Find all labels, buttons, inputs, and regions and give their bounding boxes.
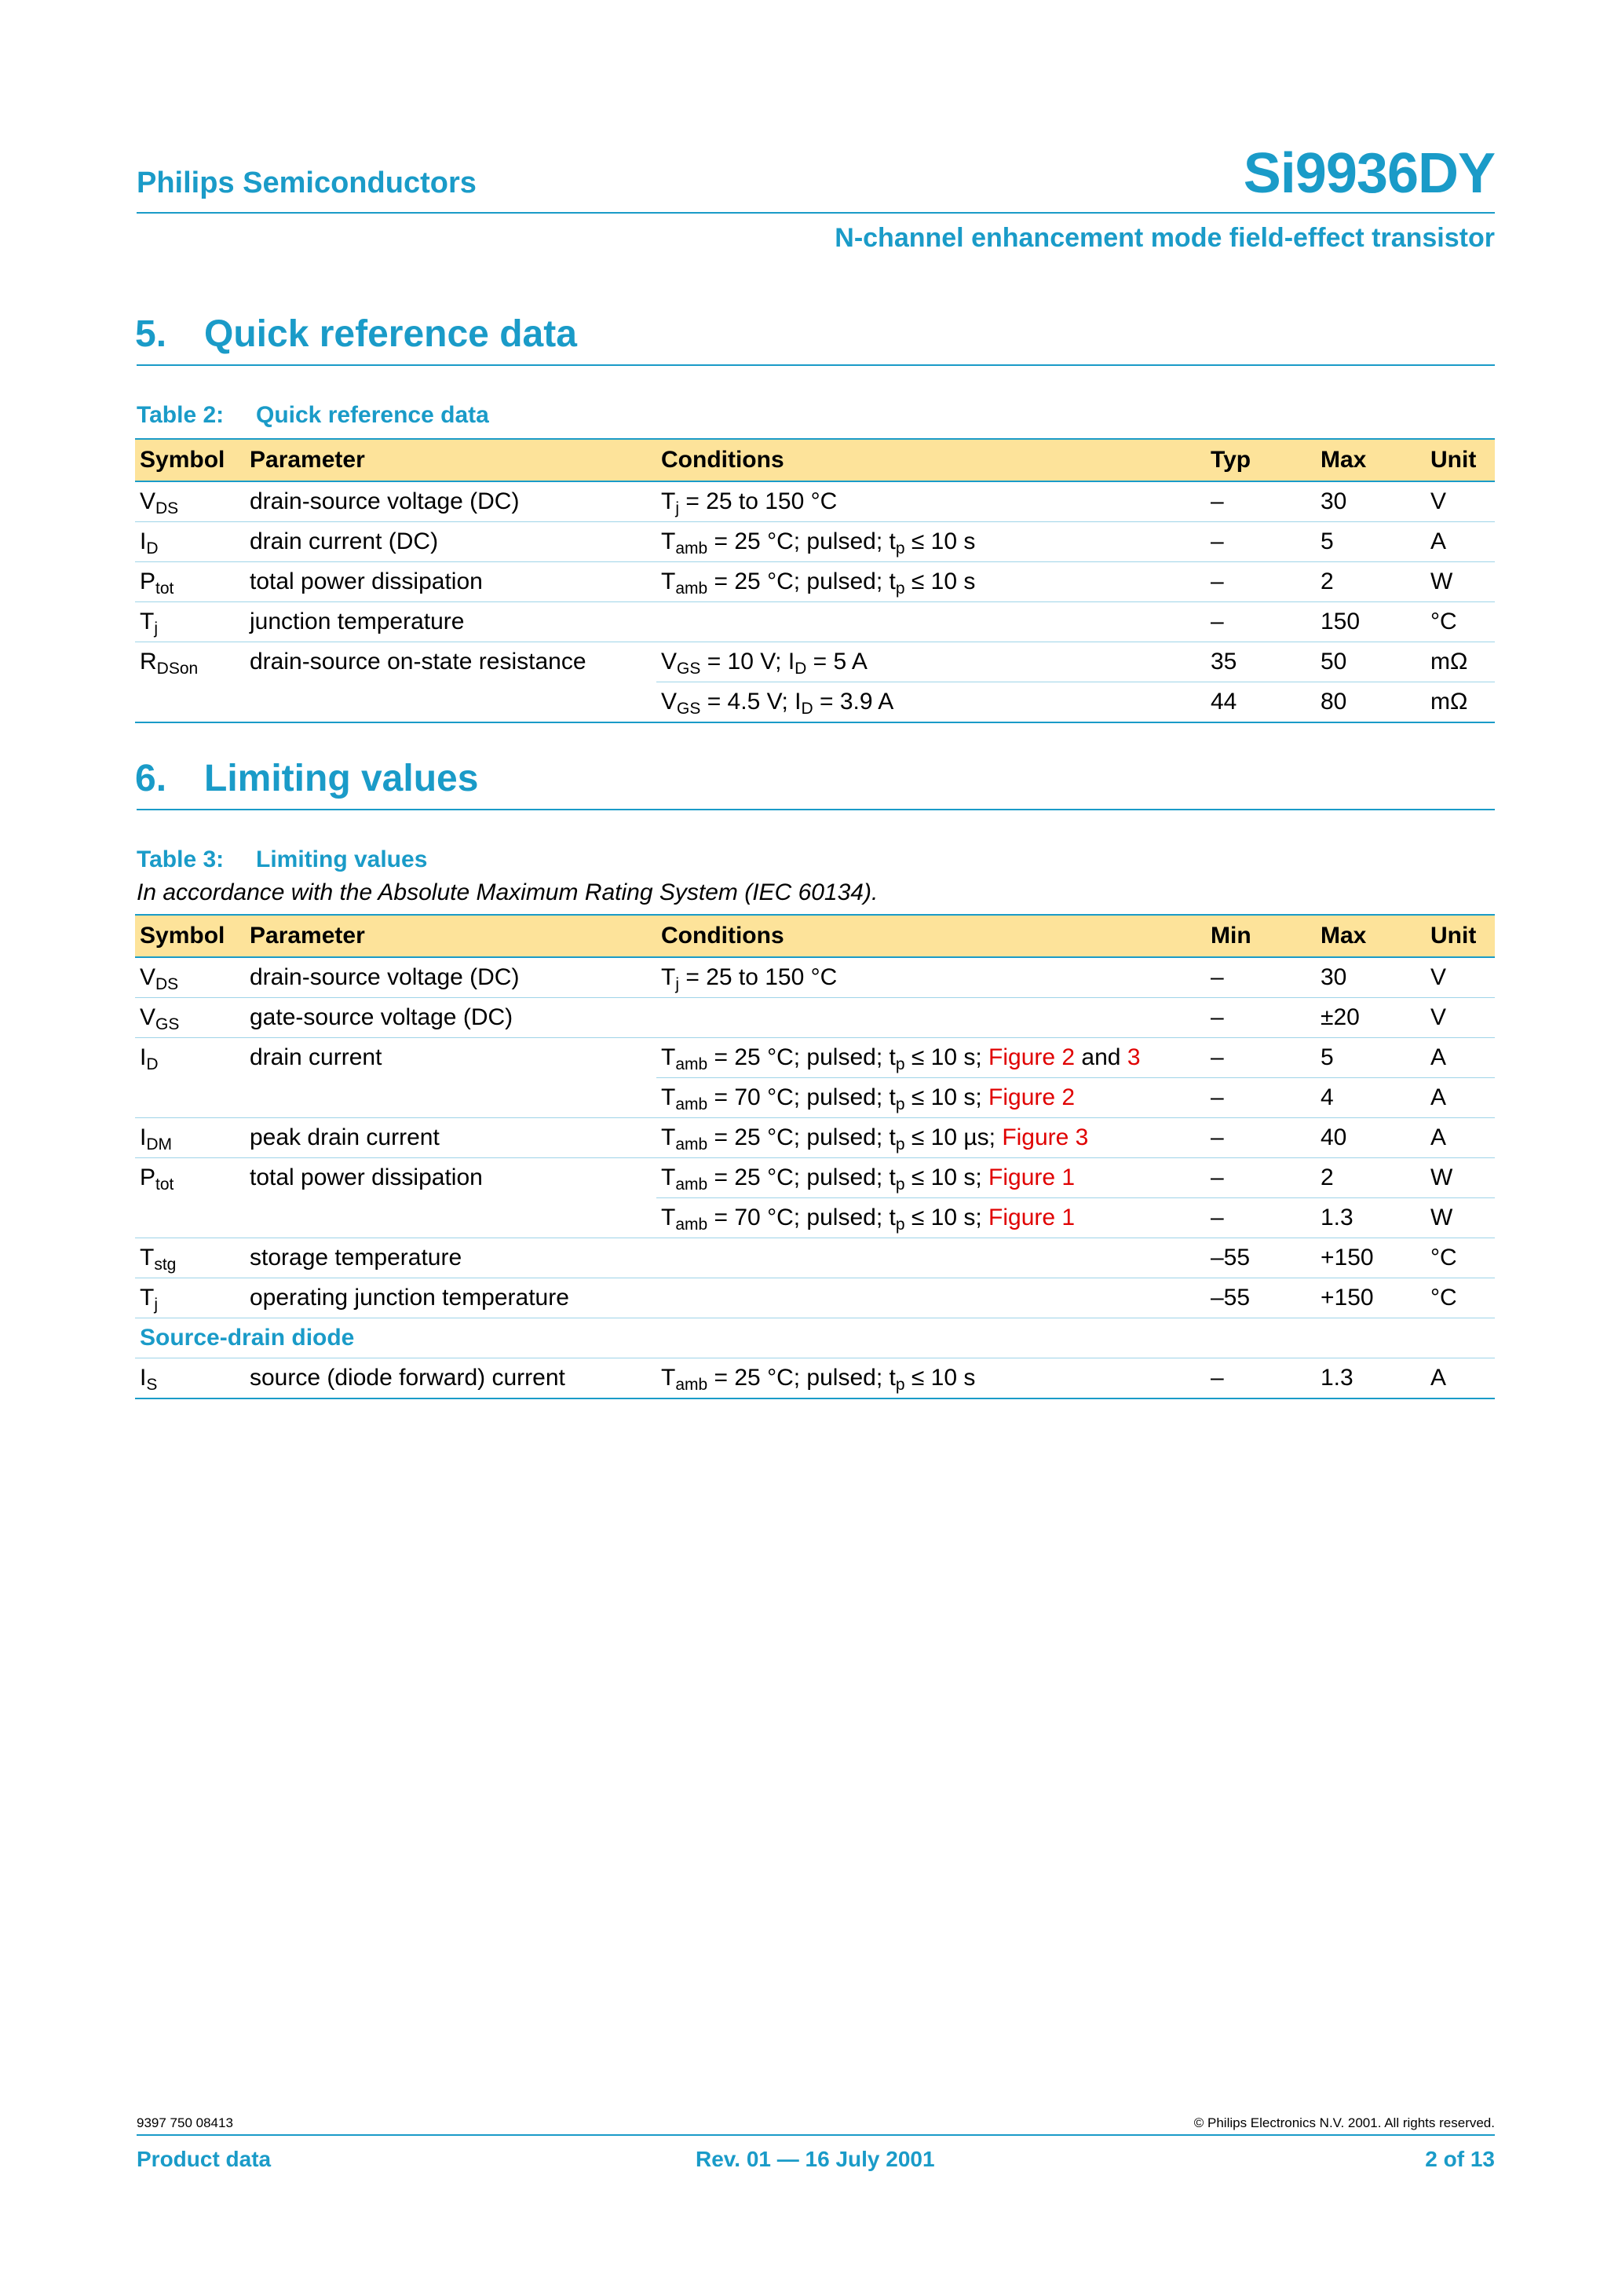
- parameter-cell: source (diode forward) current: [245, 1358, 656, 1399]
- table-row: [135, 562, 1495, 602]
- min-cell: –: [1206, 1358, 1316, 1399]
- parameter-cell: storage temperature: [245, 1238, 656, 1278]
- col-max: Max: [1316, 915, 1426, 957]
- table-header-row: [135, 439, 1495, 481]
- table-subheading-row: [135, 1318, 1495, 1358]
- company-name: Philips Semiconductors: [137, 166, 477, 199]
- document-status: Product data: [137, 2147, 272, 2171]
- figure-2-link[interactable]: Figure 2: [988, 1084, 1076, 1110]
- conditions-cell: $T_{amb} = 25$ °C; pulsed; $t_p \le 10$ s: [656, 562, 1206, 602]
- conditions-cell: $T_{amb} = 25$ °C; pulsed; $t_p \le 10$ s: [656, 1358, 1206, 1399]
- conditions-cell: $T_j = 25$ to 150 °C: [656, 957, 1206, 998]
- typ-cell: –: [1206, 562, 1316, 602]
- parameter-cell: gate-source voltage (DC): [245, 998, 656, 1038]
- min-cell: –: [1206, 1078, 1316, 1118]
- symbol-cell: $T_j$: [135, 602, 245, 642]
- table-row: [135, 602, 1495, 642]
- table-row: [135, 1358, 1495, 1399]
- parameter-cell: total power dissipation: [250, 1164, 483, 1191]
- table-row: [135, 481, 1495, 522]
- figure-1-link[interactable]: Figure 1: [988, 1205, 1076, 1230]
- figure-3-link[interactable]: Figure 3: [1002, 1124, 1089, 1150]
- footer-divider: [137, 2134, 1495, 2136]
- symbol-cell: $V_{DS}$: [135, 957, 245, 998]
- conditions-cell: $T_{amb} = 25$ °C; pulsed; $t_p \le 10$ µs; Figure 3: [656, 1118, 1206, 1158]
- max-cell: 1.3: [1316, 1198, 1426, 1238]
- max-cell: 1.3: [1316, 1358, 1426, 1399]
- table-row: [135, 1238, 1495, 1278]
- unit-cell: V: [1426, 957, 1495, 998]
- conditions-cell: $T_{amb} = 25$ °C; pulsed; $t_p \le 10$ s; Figure 1: [656, 1158, 1206, 1198]
- parameter-cell: [245, 682, 656, 723]
- figure-2-link[interactable]: Figure 2: [988, 1044, 1076, 1070]
- unit-cell: V: [1426, 998, 1495, 1038]
- table-label: Table 2:: [137, 402, 225, 428]
- typ-cell: –: [1206, 602, 1316, 642]
- symbol-cell: $R_{DSon}$: [140, 649, 199, 678]
- max-cell: 4: [1316, 1078, 1426, 1118]
- unit-cell: A: [1426, 1078, 1495, 1118]
- table-3-caption: [137, 846, 427, 873]
- max-cell: 2: [1316, 562, 1426, 602]
- col-min: Min: [1206, 915, 1316, 957]
- section-divider: [137, 364, 1495, 366]
- section-6-heading: [135, 757, 478, 800]
- max-cell: 5: [1316, 522, 1426, 562]
- section-5-heading: [135, 313, 577, 356]
- max-cell: 40: [1316, 1118, 1426, 1158]
- max-cell: 30: [1316, 481, 1426, 522]
- parameter-cell: drain-source voltage (DC): [245, 481, 656, 522]
- unit-cell: A: [1426, 522, 1495, 562]
- table-row: [135, 1158, 1495, 1198]
- symbol-cell: $I_D$: [140, 1044, 159, 1074]
- unit-cell: A: [1426, 1038, 1495, 1078]
- max-cell: 50: [1316, 642, 1426, 682]
- source-drain-diode-subheading: Source-drain diode: [135, 1318, 1495, 1358]
- section-number: 5.: [135, 313, 167, 355]
- symbol-cell: $I_S$: [135, 1358, 245, 1399]
- col-conditions: Conditions: [656, 915, 1206, 957]
- unit-cell: W: [1426, 562, 1495, 602]
- table-row: [135, 1198, 1495, 1238]
- conditions-cell: $T_{amb} = 25$ °C; pulsed; $t_p \le 10$ s: [656, 522, 1206, 562]
- max-cell: 2: [1316, 1158, 1426, 1198]
- table-title: Limiting values: [256, 846, 428, 872]
- parameter-cell: drain-source voltage (DC): [245, 957, 656, 998]
- parameter-cell: junction temperature: [245, 602, 656, 642]
- table-title: Quick reference data: [256, 402, 489, 428]
- conditions-cell: [656, 1278, 1206, 1318]
- conditions-cell: [656, 1238, 1206, 1278]
- section-title: Limiting values: [204, 758, 479, 799]
- parameter-cell: operating junction temperature: [245, 1278, 656, 1318]
- symbol-cell: [135, 682, 245, 723]
- unit-cell: W: [1426, 1198, 1495, 1238]
- typ-cell: –: [1206, 522, 1316, 562]
- symbol-cell: [135, 1078, 245, 1118]
- symbol-cell: $T_{stg}$: [135, 1238, 245, 1278]
- table-row: [135, 998, 1495, 1038]
- table-row: [135, 1118, 1495, 1158]
- parameter-cell: [245, 1198, 656, 1238]
- conditions-cell: [656, 998, 1206, 1038]
- col-unit: Unit: [1426, 439, 1495, 481]
- col-symbol: Symbol: [135, 915, 245, 957]
- conditions-cell: $V_{GS} = 4.5$ V; $I_D = 3.9$ A: [656, 682, 1206, 723]
- unit-cell: A: [1426, 1358, 1495, 1399]
- parameter-cell: peak drain current: [245, 1118, 656, 1158]
- unit-cell: mΩ: [1426, 682, 1495, 723]
- col-parameter: Parameter: [245, 439, 656, 481]
- max-cell: 5: [1316, 1038, 1426, 1078]
- unit-cell: °C: [1426, 1278, 1495, 1318]
- table-row: [135, 522, 1495, 562]
- figure-3-link[interactable]: 3: [1127, 1044, 1141, 1070]
- parameter-cell: [245, 1078, 656, 1118]
- max-cell: ±20: [1316, 998, 1426, 1038]
- section-number: 6.: [135, 758, 167, 799]
- table-row: [135, 682, 1495, 723]
- parameter-cell: drain current (DC): [245, 522, 656, 562]
- typ-cell: 35: [1206, 642, 1316, 682]
- parameter-cell: drain-source on-state resistance: [250, 649, 586, 675]
- min-cell: –: [1206, 1118, 1316, 1158]
- col-max: Max: [1316, 439, 1426, 481]
- unit-cell: °C: [1426, 602, 1495, 642]
- symbol-cell: $V_{GS}$: [135, 998, 245, 1038]
- col-unit: Unit: [1426, 915, 1495, 957]
- figure-1-link[interactable]: Figure 1: [988, 1164, 1076, 1190]
- table-row: [135, 1038, 1495, 1078]
- col-parameter: Parameter: [245, 915, 656, 957]
- min-cell: –: [1206, 1198, 1316, 1238]
- unit-cell: °C: [1426, 1238, 1495, 1278]
- unit-cell: W: [1426, 1158, 1495, 1198]
- parameter-cell: drain current: [250, 1044, 382, 1071]
- min-cell: –55: [1206, 1238, 1316, 1278]
- conditions-cell: $T_{amb} = 70$ °C; pulsed; $t_p \le 10$ s; Figure 1: [656, 1198, 1206, 1238]
- col-typ: Typ: [1206, 439, 1316, 481]
- conditions-cell: $T_{amb} = 25$ °C; pulsed; $t_p \le 10$ s; Figure 2 and 3: [656, 1038, 1206, 1078]
- min-cell: –: [1206, 1038, 1316, 1078]
- table-header-row: [135, 915, 1495, 957]
- symbol-cell: $T_j$: [135, 1278, 245, 1318]
- table-2-caption: [137, 402, 489, 429]
- limiting-values-table: [135, 914, 1495, 1399]
- part-number: Si9936DY: [1243, 142, 1495, 205]
- copyright-notice: © Philips Electronics N.V. 2001. All rights reserved.: [1193, 2115, 1495, 2130]
- quick-reference-table: [135, 438, 1495, 723]
- symbol-cell: $P_{tot}$: [140, 1164, 174, 1194]
- conditions-cell: $V_{GS} = 10$ V; $I_D = 5$ A: [656, 642, 1206, 682]
- symbol-cell: $I_{DM}$: [135, 1118, 245, 1158]
- max-cell: 80: [1316, 682, 1426, 723]
- max-cell: 150: [1316, 602, 1426, 642]
- conditions-cell: [656, 602, 1206, 642]
- unit-cell: V: [1426, 481, 1495, 522]
- header-divider: [137, 212, 1495, 214]
- max-cell: 30: [1316, 957, 1426, 998]
- min-cell: –55: [1206, 1278, 1316, 1318]
- section-divider: [137, 809, 1495, 810]
- page-number: 2 of 13: [1425, 2147, 1495, 2171]
- document-code: 9397 750 08413: [137, 2115, 233, 2130]
- min-cell: –: [1206, 998, 1316, 1038]
- typ-cell: –: [1206, 481, 1316, 522]
- parameter-cell: total power dissipation: [245, 562, 656, 602]
- symbol-cell: $I_D$: [135, 522, 245, 562]
- max-cell: +150: [1316, 1238, 1426, 1278]
- conditions-cell: $T_{amb} = 70$ °C; pulsed; $t_p \le 10$ s; Figure 2: [656, 1078, 1206, 1118]
- typ-cell: 44: [1206, 682, 1316, 723]
- table-note: In accordance with the Absolute Maximum Rating System (IEC 60134).: [137, 879, 879, 905]
- table-label: Table 3:: [137, 846, 225, 872]
- table-row: [135, 1078, 1495, 1118]
- min-cell: –: [1206, 1158, 1316, 1198]
- max-cell: +150: [1316, 1278, 1426, 1318]
- unit-cell: A: [1426, 1118, 1495, 1158]
- table-row: [135, 642, 1495, 682]
- symbol-cell: $P_{tot}$: [135, 562, 245, 602]
- table-row: [135, 1278, 1495, 1318]
- min-cell: –: [1206, 957, 1316, 998]
- conditions-cell: $T_j = 25$ to 150 °C: [656, 481, 1206, 522]
- table-row: [135, 957, 1495, 998]
- col-conditions: Conditions: [656, 439, 1206, 481]
- document-subtitle: N-channel enhancement mode field-effect transistor: [835, 223, 1495, 253]
- unit-cell: mΩ: [1426, 642, 1495, 682]
- symbol-cell: $V_{DS}$: [135, 481, 245, 522]
- col-symbol: Symbol: [135, 439, 245, 481]
- section-title: Quick reference data: [204, 313, 577, 355]
- symbol-cell: [135, 1198, 245, 1238]
- revision-info: Rev. 01 — 16 July 2001: [696, 2147, 935, 2171]
